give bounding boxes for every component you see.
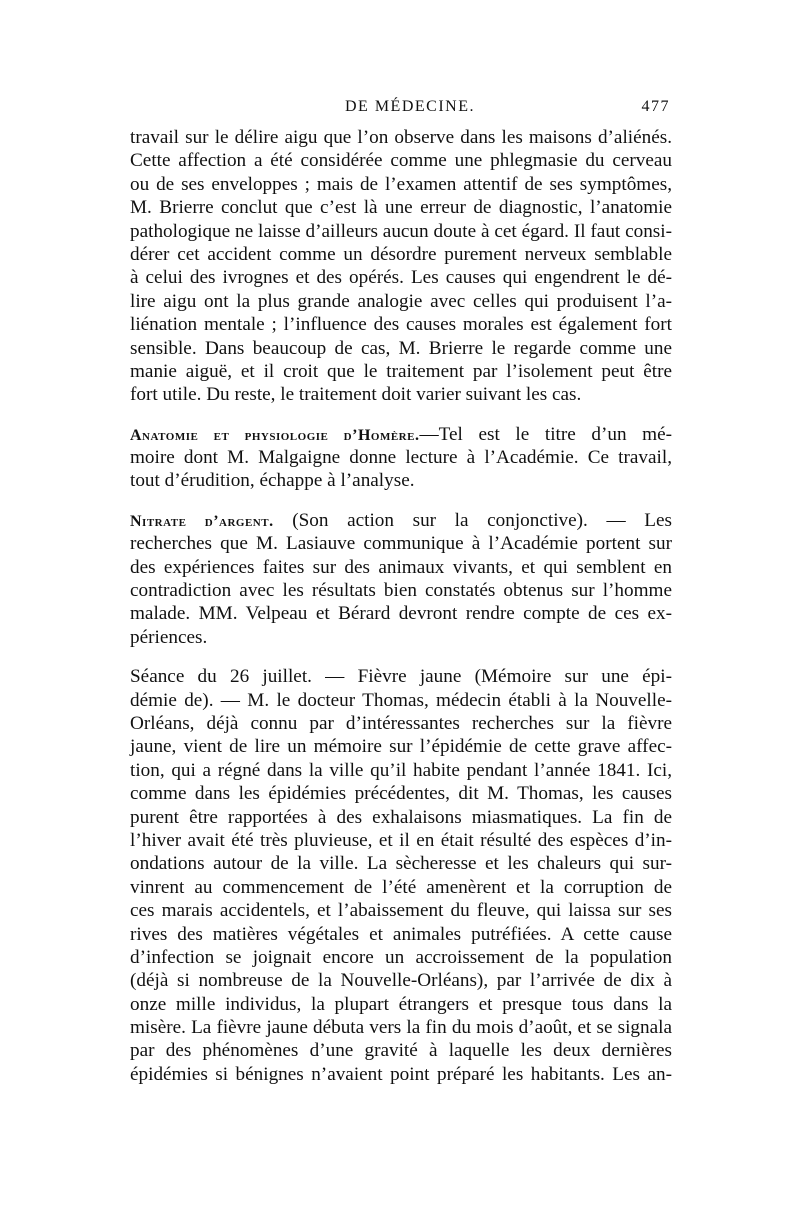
text-line: manie aiguë, et il croit que le traitement par l’isolement peut être	[130, 360, 672, 382]
text-line: d’infection se joignait encore un accroissement de la population	[130, 946, 672, 968]
text-line: ondations autour de la ville. La sècheresse et les chaleurs qui sur-	[130, 853, 672, 875]
text-line: lire aigu ont la plus grande analogie avec celles qui produisent l’a-	[130, 290, 672, 312]
text-line: périences.	[130, 626, 208, 648]
text-line: jaune, vient de lire un mémoire sur l’épidémie de cette grave affec-	[130, 736, 672, 758]
page-number: 477	[641, 98, 670, 115]
paragraph-anatomie-homere	[130, 423, 672, 493]
text-line: comme dans les épidémies précédentes, dit M. Thomas, les causes	[130, 783, 672, 805]
text-line: ou de ses enveloppes ; mais de l’examen attentif de ses symptômes,	[130, 173, 672, 195]
section-heading: Anatomie et physiologie d’Homère.	[130, 426, 420, 444]
text-line: fort utile. Du reste, le traitement doit varier suivant les cas.	[130, 384, 582, 406]
section-heading: Nitrate d’argent.	[130, 512, 274, 530]
text-line: tout d’érudition, échappe à l’analyse.	[130, 470, 415, 492]
paragraph-fievre-jaune	[130, 665, 672, 1086]
text-line: l’hiver avait été très pluvieuse, et il en était résulté des espèces d’in-	[130, 829, 672, 851]
text-line: M. Brierre conclut que c’est là une erreur de diagnostic, l’anatomie	[130, 197, 672, 219]
text-line: moire dont M. Malgaigne donne lecture à l’Académie. Ce travail,	[130, 447, 672, 469]
text-line: Cette affection a été considérée comme une phlegmasie du cerveau	[130, 150, 672, 172]
text-line: dérer cet accident comme un désordre purement nerveux semblable	[130, 243, 672, 265]
text-line: à celui des ivrognes et des opérés. Les causes qui engendrent le dé-	[130, 267, 672, 289]
text-line: malade. MM. Velpeau et Bérard devront rendre compte de ces ex-	[130, 603, 672, 625]
text-line	[130, 509, 672, 532]
text-line: Séance du 26 juillet. — Fièvre jaune (Mémoire sur une épi-	[130, 666, 672, 688]
text-line: par des phénomènes d’une gravité à laquelle les deux dernières	[130, 1040, 672, 1062]
text-line: purent être rapportées à des exhalaisons miasmatiques. La fin de	[130, 806, 672, 828]
text-line: sensible. Dans beaucoup de cas, M. Brierre le regarde comme une	[130, 337, 672, 359]
text-run: (Son action sur la conjonctive). — Les	[273, 509, 672, 531]
text-line: recherches que M. Lasiauve communique à l’Académie portent sur	[130, 533, 672, 555]
text-line: pathologique ne laisse d’ailleurs aucun doute à cet égard. Il faut consi-	[130, 220, 672, 242]
text-line: rives des matières végétales et animales putréfiées. A cette cause	[130, 923, 672, 945]
text-line: (déjà si nombreuse de la Nouvelle-Orléans), par l’arrivée de dix à	[130, 970, 672, 992]
text-line: démie de). — M. le docteur Thomas, médecin établi à la Nouvelle-	[130, 689, 672, 711]
book-page	[130, 96, 672, 1086]
text-run: —Tel est le titre d’un mé-	[419, 423, 672, 445]
running-title: DE MÉDECINE.	[345, 98, 475, 115]
text-line: Orléans, déjà connu par d’intéressantes recherches sur la fièvre	[130, 712, 672, 734]
text-line: tion, qui a régné dans la ville qu’il habite pendant l’année 1841. Ici,	[130, 759, 672, 781]
text-line: ces marais accidentels, et l’abaissement du fleuve, qui laissa sur ses	[130, 900, 672, 922]
text-line: épidémies si bénignes n’avaient point préparé les habitants. Les an-	[130, 1063, 672, 1085]
text-line: liénation mentale ; l’influence des causes morales est également fort	[130, 314, 672, 336]
text-line: onze mille individus, la plupart étrangers et presque tous dans la	[130, 993, 672, 1015]
text-line: vinrent au commencement de l’été amenèrent et la corruption de	[130, 876, 672, 898]
text-line: travail sur le délire aigu que l’on observe dans les maisons d’aliénés.	[130, 127, 672, 148]
text-line: des expériences faites sur des animaux vivants, et qui semblent en	[130, 556, 672, 578]
page-header	[130, 96, 672, 126]
text-line: contradiction avec les résultats bien constatés obtenus sur l’homme	[130, 580, 672, 602]
paragraph-delire-aigu	[130, 126, 672, 407]
text-line: misère. La fièvre jaune débuta vers la fin du mois d’août, et se signala	[130, 1017, 672, 1039]
paragraph-nitrate-argent	[130, 509, 672, 649]
text-line	[130, 423, 672, 446]
